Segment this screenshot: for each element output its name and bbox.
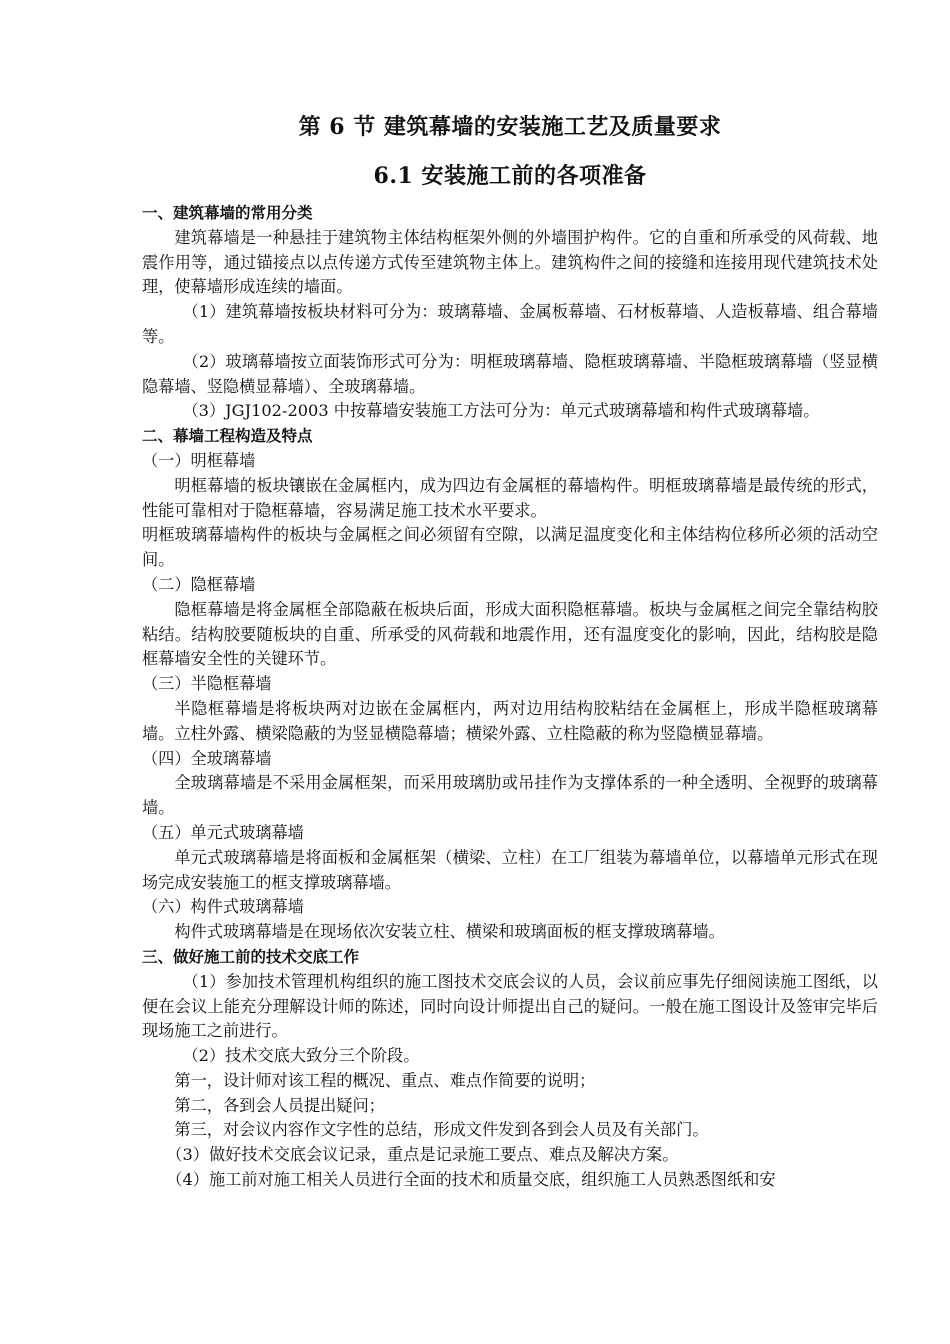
paragraph: （1）参加技术管理机构组织的施工图技术交底会议的人员，会议前应事先仔细阅读施工图纸，以便在会议上能充分理解设计师的陈述，同时向设计师提出自己的疑问。一般在施工图设计及签审完毕后现场施工之前进行。 [142, 971, 878, 1041]
paragraph: （2）技术交底大致分三个阶段。 [182, 1046, 420, 1066]
subheading: （六）构件式玻璃幕墙 [142, 897, 304, 917]
paragraph: （4）施工前对施工相关人员进行全面的技术和质量交底，组织施工人员熟悉图纸和安 [166, 1170, 776, 1190]
paragraph: （2）玻璃幕墙按立面装饰形式可分为：明框玻璃幕墙、隐框玻璃幕墙、半隐框玻璃幕墙（竖显横隐幕墙、竖隐横显幕墙）、全玻璃幕墙。 [142, 351, 878, 396]
subheading: （五）单元式玻璃幕墙 [142, 822, 304, 842]
document-body [142, 201, 878, 1193]
subheading: （一）明框幕墙 [142, 450, 256, 470]
paragraph: 明框玻璃幕墙构件的板块与金属框之间必须留有空隙，以满足温度变化和主体结构位移所必须的活动空间。 [142, 525, 878, 570]
paragraph: （1）建筑幕墙按板块材料可分为：玻璃幕墙、金属板幕墙、石材板幕墙、人造板幕墙、组合幕墙等。 [142, 302, 878, 346]
subheading: （二）隐框幕墙 [142, 574, 256, 594]
paragraph: 构件式玻璃幕墙是在现场依次安装立柱、横梁和玻璃面板的框支撑玻璃幕墙。 [174, 922, 725, 942]
paragraph: 单元式玻璃幕墙是将面板和金属框架（横梁、立柱）在工厂组装为幕墙单位，以幕墙单元形式在现场完成安装施工的框支撑玻璃幕墙。 [142, 847, 878, 892]
paragraph: 第一，设计师对该工程的概况、重点、难点作简要的说明； [174, 1070, 596, 1090]
subheading: （三）半隐框幕墙 [142, 674, 272, 694]
heading-structure: 二、幕墙工程构造及特点 [142, 427, 313, 446]
paragraph: 明框幕墙的板块镶嵌在金属框内，成为四边有金属框的幕墙构件。明框玻璃幕墙是最传统的形式，性能可靠相对于隐框幕墙，容易满足施工技术水平要求。 [142, 475, 878, 520]
paragraph: （3）JGJ102-2003 中按幕墙安装施工方法可分为：单元式玻璃幕墙和构件式玻璃幕墙。 [182, 401, 820, 421]
paragraph: （3）做好技术交底会议记录，重点是记录施工要点、难点及解决方案。 [166, 1145, 679, 1165]
heading-technical-briefing: 三、做好施工前的技术交底工作 [142, 947, 360, 966]
paragraph: 第三，对会议内容作文字性的总结，形成文件发到各到会人员及有关部门。 [174, 1120, 709, 1140]
heading-classification: 一、建筑幕墙的常用分类 [142, 204, 313, 222]
paragraph: 建筑幕墙是一种悬挂于建筑物主体结构框架外侧的外墙围护构件。它的自重和所承受的风荷载、地震作用等，通过锚接点以点传递方式传至建筑物主体上。建筑构件之间的接缝和连接用现代建筑技术处理，使幕墙形成连续的墙面。 [142, 227, 878, 297]
subheading: （四）全玻璃幕墙 [142, 748, 272, 768]
subsection-title: 6.1 安装施工前的各项准备 [373, 163, 647, 189]
section-title: 第 6 节 建筑幕墙的安装施工艺及质量要求 [298, 114, 722, 140]
paragraph: 半隐框幕墙是将板块两对边嵌在金属框内，两对边用结构胶粘结在金属框上，形成半隐框玻璃幕墙。立柱外露、横梁隐蔽的为竖显横隐幕墙；横梁外露、立柱隐蔽的称为竖隐横显幕墙。 [142, 698, 878, 743]
paragraph: 隐框幕墙是将金属框全部隐蔽在板块后面，形成大面积隐框幕墙。板块与金属框之间完全靠结构胶粘结。结构胶要随板块的自重、所承受的风荷载和地震作用，还有温度变化的影响，因此，结构胶是隐框幕墙安全性的关键环节。 [142, 599, 878, 669]
paragraph: 第二，各到会人员提出疑问； [174, 1095, 385, 1115]
paragraph: 全玻璃幕墙是不采用金属框架，而采用玻璃肋或吊挂作为支撑体系的一种全透明、全视野的玻璃幕墙。 [142, 773, 878, 818]
